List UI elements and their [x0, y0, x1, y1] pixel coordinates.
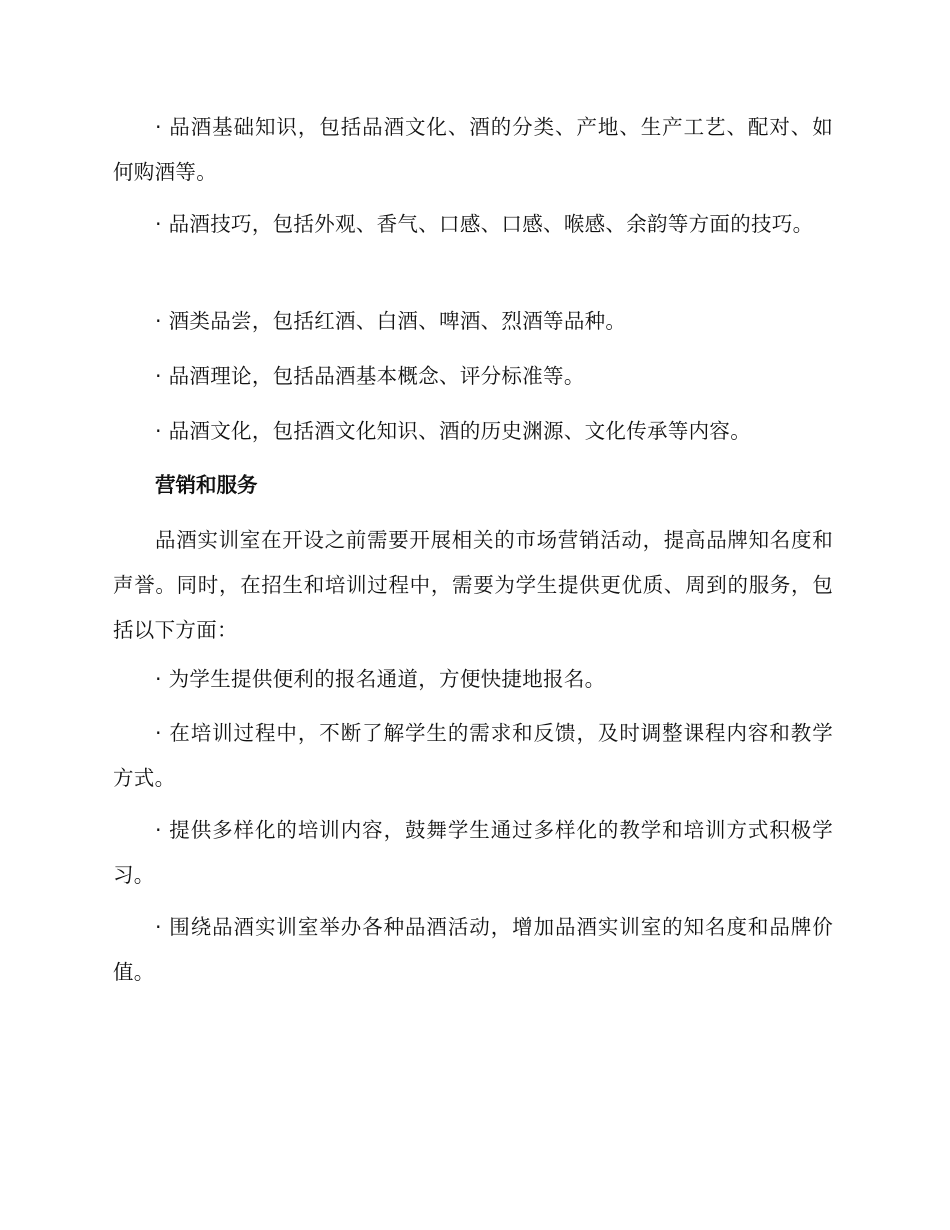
list-item: · 为学生提供便利的报名通道，方便快捷地报名。 — [155, 667, 606, 691]
list-item: · 酒类品尝，包括红酒、白酒、啤酒、烈酒等品种。 — [155, 309, 627, 333]
list-item: · 提供多样化的培训内容，鼓舞学生通过多样化的教学和培训方式积极学习。 — [113, 818, 833, 887]
list-item: · 围绕品酒实训室举办各种品酒活动，增加品酒实训室的知名度和品牌价值。 — [113, 915, 833, 984]
list-item: · 品酒文化，包括酒文化知识、酒的历史渊源、文化传承等内容。 — [155, 419, 752, 443]
list-item: · 品酒基础知识，包括品酒文化、酒的分类、产地、生产工艺、配对、如何购酒等。 — [113, 115, 833, 184]
section-heading: 营销和服务 — [155, 473, 258, 497]
list-item: · 品酒技巧，包括外观、香气、口感、口感、喉感、余韵等方面的技巧。 — [155, 212, 814, 236]
list-item: · 品酒理论，包括品酒基本概念、评分标准等。 — [155, 364, 585, 388]
list-item: · 在培训过程中，不断了解学生的需求和反馈，及时调整课程内容和教学方式。 — [113, 721, 833, 790]
section-intro-paragraph: 品酒实训室在开设之前需要开展相关的市场营销活动，提高品牌知名度和声誉。同时，在招生和培训过程中，需要为学生提供更优质、周到的服务，包括以下方面： — [113, 528, 833, 642]
